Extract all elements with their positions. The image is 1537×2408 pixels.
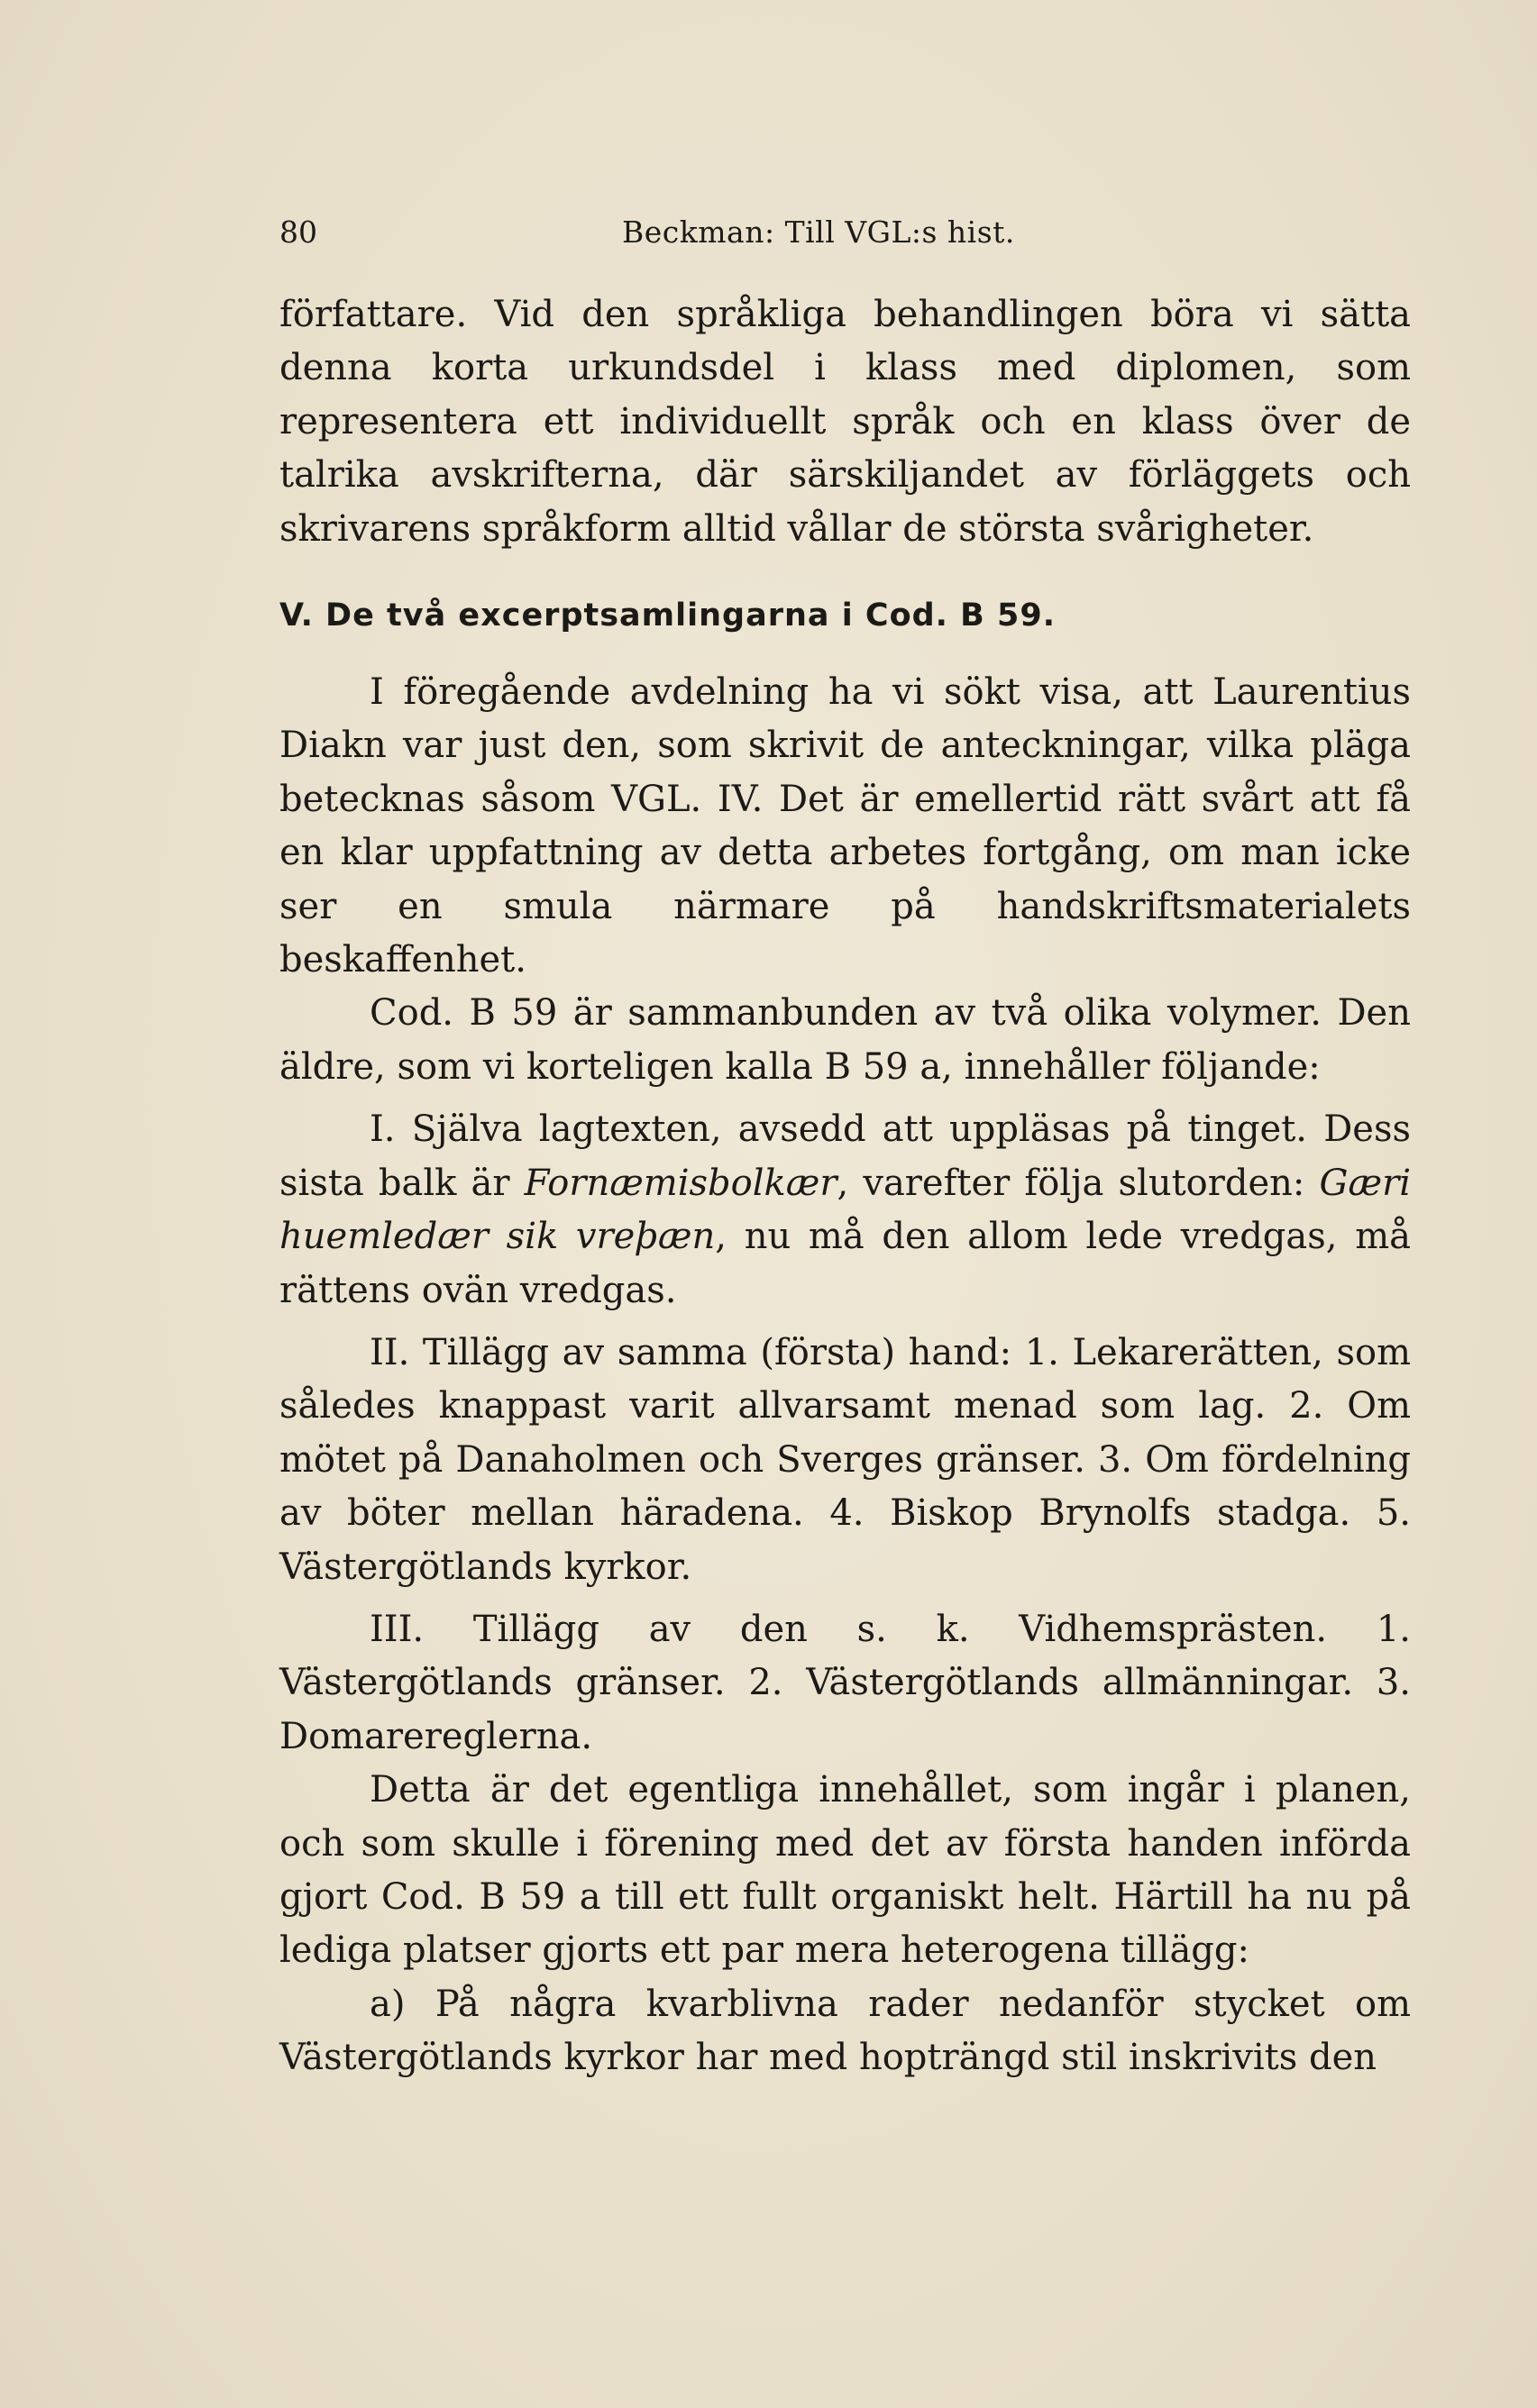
- item-i-text-end: , nu må den allom lede vredgas, må rättens ovän vredgas.: [279, 1216, 1411, 1311]
- paragraph-cod-b59: Cod. B 59 är sammanbunden av två olika volymer. Den äldre, som vi korteligen kalla B 59 a, innehåller följande:: [279, 992, 1411, 1088]
- item-i-text-mid: , varefter följa slutorden:: [837, 1162, 1320, 1204]
- item-i-italic-balk: Fornæmisbolkær: [524, 1162, 837, 1204]
- paragraph-item-iii: III. Tillägg av den s. k. Vidhemsprästen. 1. Västergötlands gränser. 2. Västergötlands allmänningar. 3. Domarereglerna.: [279, 1608, 1411, 1757]
- paragraph-item-i: [279, 1103, 1411, 1318]
- section-heading: V. De två excerptsamlingarna i Cod. B 59.: [279, 597, 1057, 634]
- paragraph-laurentius: I föregående avdelning ha vi sökt visa, att Laurentius Diakn var just den, som skrivit de anteckningar, vilka pläga betecknas såsom VGL. IV. Det är emellertid rätt svårt att få en klar uppfattning av detta arbetes fortgång, om man icke ser en smula närmare på handskriftsmaterialets beskaffenhet.: [279, 671, 1411, 981]
- item-i-italic-slutord: Gæri huemledær sik vreþæn: [279, 1162, 1411, 1258]
- paragraph-continuation: författare. Vid den språkliga behandlingen böra vi sätta denna korta urkundsdel i klass med diplomen, som representera ett individuellt språk och en klass över de talrika avskrifterna, där särskiljandet av förläggets och skrivarens språkform alltid vållar de största svårigheter.: [279, 294, 1411, 550]
- page-header: [279, 214, 1411, 260]
- page-number: 80: [279, 214, 317, 250]
- item-i-text-start: I. Själva lagtexten, avsedd att uppläsas på tinget. Dess sista balk är: [279, 1108, 1411, 1204]
- body-text: [279, 288, 1411, 2085]
- paragraph-detta: Detta är det egentliga innehållet, som ingår i planen, och som skulle i förening med det av första handen införda gjort Cod. B 59 a till ett fullt organiskt helt. Härtill ha nu på lediga platser gjorts ett par mera heterogena tillägg:: [279, 1769, 1411, 1972]
- paragraph-a: a) På några kvarblivna rader nedanför stycket om Västergötlands kyrkor har med hopträngd stil inskrivits den: [279, 1983, 1411, 2079]
- running-head: Beckman: Till VGL:s hist.: [622, 214, 1015, 250]
- paragraph-item-ii: II. Tillägg av samma (första) hand: 1. Lekarerätten, som således knappast varit allvarsamt menad som lag. 2. Om mötet på Danaholmen och Sverges gränser. 3. Om fördelning av böter mellan häradena. 4. Biskop Brynolfs stadga. 5. Västergötlands kyrkor.: [279, 1331, 1411, 1588]
